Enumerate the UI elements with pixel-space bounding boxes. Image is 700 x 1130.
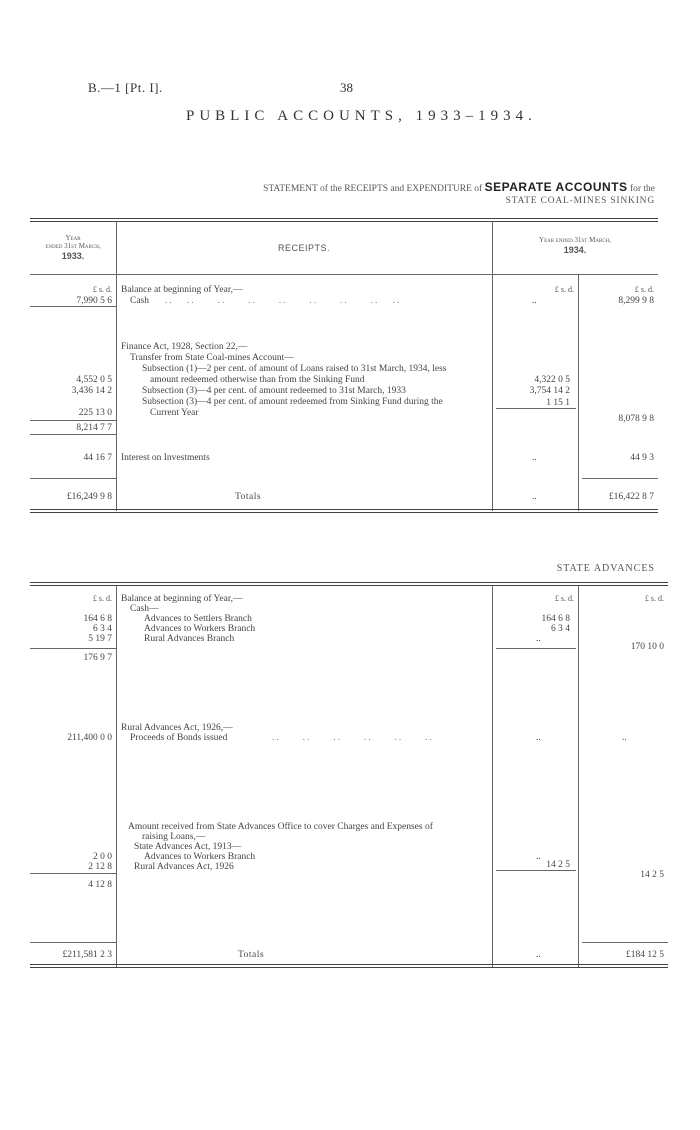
rural-1933: 5 19 7 [88,634,112,644]
col-year-1933: 1933. [61,251,85,261]
totals-mid: .. [532,492,537,502]
section-title: STATE ADVANCES [556,563,655,574]
workers2-label: Advances to Workers Branch [144,852,256,862]
totals-label: Totals [235,492,262,502]
workers2-mid: .. [536,852,541,862]
subtotal-1933: 8,214 7 7 [76,423,112,433]
rural2-1934: 14 2 5 [546,860,570,870]
amount-line1: Amount received from State Advances Office to cover Charges and Expenses of [128,822,433,832]
rural-label: Rural Advances Branch [144,634,235,644]
col-year-ended-label: ended 31st March, [45,242,101,250]
lsd2-header-mid: £ s. d. [554,594,574,603]
workers-1933: 6 3 4 [93,624,112,634]
balance2-label: Balance at beginning of Year,— [121,594,243,604]
page-title: PUBLIC ACCOUNTS, 1933–1934. [186,108,537,124]
col-receipts: RECEIPTS. [277,243,330,253]
col-year-right-label: Year ended 31st March, [539,236,611,244]
totals-1934: £16,422 8 7 [608,492,654,502]
sub1-1933: 4,552 0 5 [76,375,112,385]
statement-post: for the [629,184,655,194]
totals2-label: Totals [238,950,265,960]
sub3-line2: Current Year [150,408,199,418]
finance-act-label: Finance Act, 1928, Section 22,— [121,342,248,352]
sub3-1933: 225 13 0 [78,408,112,418]
totals-1933: £16,249 9 8 [66,492,112,502]
subtotal2b-1933: 4 12 8 [88,880,112,890]
cash-1934: 8,299 9 8 [618,296,654,306]
statement-subtitle: STATE COAL-MINES SINKING [505,196,655,206]
cash-1933: 7,990 5 6 [76,296,112,306]
bonds-1933: 211,400 0 0 [67,733,112,743]
amount-line2: raising Loans,— [142,832,206,842]
rural-mid: .. [536,634,541,644]
totals2-mid: .. [536,950,541,960]
workers2-1933: 2 0 0 [93,852,112,862]
bonds-1934: .. [622,733,627,743]
lsd-header-right: £ s. d. [634,285,654,294]
sa-act-label: State Advances Act, 1913— [134,842,242,852]
sub1-line1: Subsection (1)—2 per cent. of amount of Loans raised to 31st March, 1934, less [142,364,447,374]
cash-mid: .. [532,296,537,306]
rural-act-label: Rural Advances Act, 1926,— [121,723,233,733]
sub2-1934: 3,754 14 2 [529,386,570,396]
lsd2-header-left: £ s. d. [92,594,112,603]
cash-label: Cash [130,296,149,306]
balance-label: Balance at beginning of Year,— [121,285,243,295]
settlers-label: Advances to Settlers Branch [144,614,252,624]
totals2-1934: £184 12 5 [626,950,664,960]
sub1-line2: amount redeemed otherwise than from the Sinking Fund [150,375,365,385]
workers-label: Advances to Workers Branch [144,624,256,634]
workers-1934: 6 3 4 [551,624,570,634]
subtotal2a-1933: 176 9 7 [83,653,112,663]
settlers-1933: 164 6 8 [83,614,112,624]
sub3-line1: Subsection (3)—4 per cent. of amount redeemed from Sinking Fund during the [142,397,443,407]
cash2-label: Cash— [130,604,159,614]
lsd2-header-right: £ s. d. [644,594,664,603]
interest-1934: 44 9 3 [630,453,654,463]
transfer-label: Transfer from State Coal-mines Account— [130,353,294,363]
bonds-label: Proceeds of Bonds issued [130,733,228,743]
statement-pre: STATEMENT of the RECEIPTS and EXPENDITURE of [263,184,483,194]
lsd-header-left: £ s. d. [92,285,112,294]
col-year-label: Year [65,234,81,242]
interest-1933: 44 16 7 [83,453,112,463]
bonds-mid: .. [536,733,541,743]
settlers-1934: 164 6 8 [541,614,570,624]
page-number: 38 [340,80,353,95]
subtotal2a-1934: 170 10 0 [630,642,664,652]
statement-heading [263,180,655,194]
sub2-label: Subsection (3)—4 per cent. of amount redeemed to 31st March, 1933 [142,386,406,396]
sub3-1934: 1 15 1 [546,398,570,408]
rural2-label: Rural Advances Act, 1926 [134,862,234,872]
interest-label: Interest on Investments [121,453,210,463]
document-reference: B.—1 [Pt. I]. [88,80,163,95]
subtotal2b-1934: 14 2 5 [640,870,664,880]
totals2-1933: £211,581 2 3 [62,950,112,960]
col-year-1934: 1934. [563,245,587,255]
lsd-header-mid: £ s. d. [554,285,574,294]
sub1-1934: 4,322 0 5 [534,375,570,385]
interest-mid: .. [532,453,537,463]
sub2-1933: 3,436 14 2 [71,386,112,396]
statement-bold: SEPARATE ACCOUNTS [484,180,628,194]
rural2-1933: 2 12 8 [88,862,112,872]
subtotal-1934: 8,078 9 8 [618,414,654,424]
